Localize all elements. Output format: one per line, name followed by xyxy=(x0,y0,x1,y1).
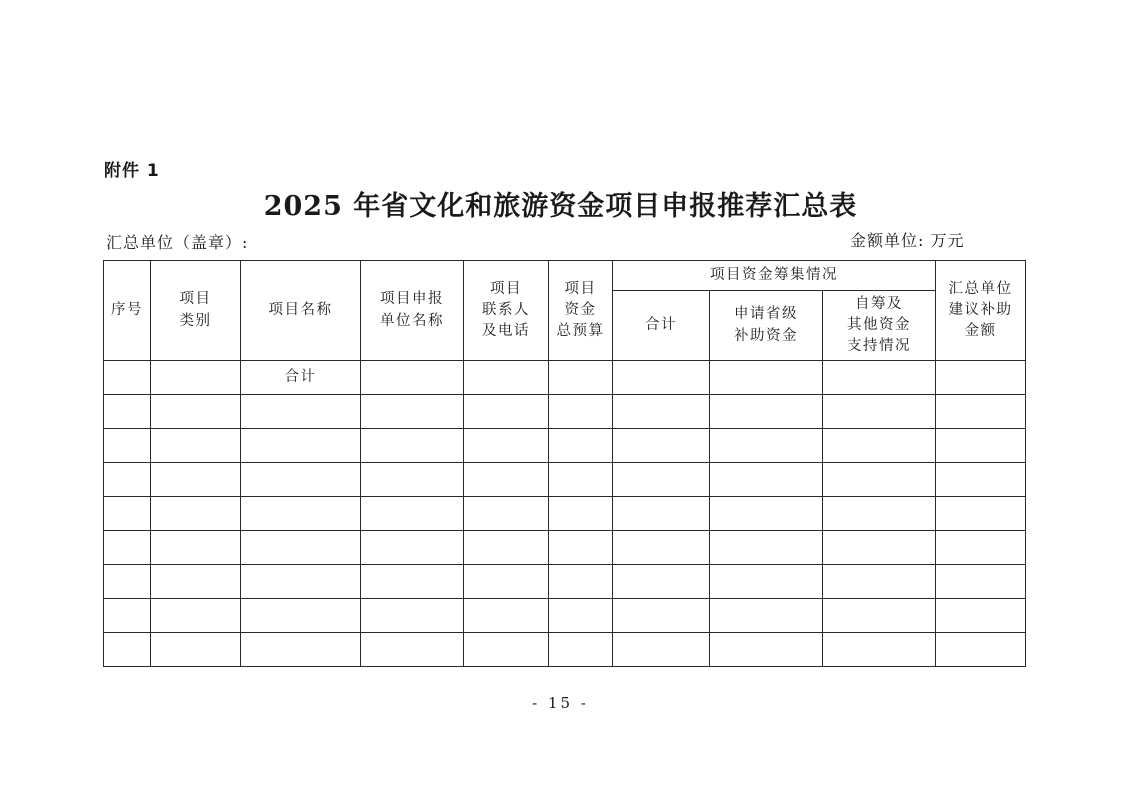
table-cell xyxy=(241,531,361,565)
table-cell xyxy=(241,497,361,531)
table-cell xyxy=(823,565,936,599)
table-cell xyxy=(549,361,613,395)
table-cell xyxy=(549,531,613,565)
table-cell xyxy=(104,497,151,531)
table-cell xyxy=(936,429,1026,463)
table-cell xyxy=(104,429,151,463)
table-cell xyxy=(464,599,549,633)
table-cell xyxy=(613,633,710,667)
table-cell xyxy=(549,429,613,463)
table-cell xyxy=(464,463,549,497)
table-cell xyxy=(549,463,613,497)
table-cell xyxy=(710,361,823,395)
table-cell xyxy=(613,429,710,463)
table-cell xyxy=(823,361,936,395)
document-title: 2025 年省文化和旅游资金项目申报推荐汇总表 xyxy=(263,191,858,222)
table-cell xyxy=(936,633,1026,667)
table-cell xyxy=(241,633,361,667)
total-row-label: 合计 xyxy=(241,361,361,395)
table-cell xyxy=(613,395,710,429)
header-contact: 项目 联系人 及电话 xyxy=(464,261,549,361)
table-cell xyxy=(710,531,823,565)
table-cell xyxy=(361,633,464,667)
table-cell xyxy=(361,497,464,531)
table-cell xyxy=(936,497,1026,531)
table-cell xyxy=(710,497,823,531)
table-cell xyxy=(710,599,823,633)
header-provincial-subsidy: 申请省级 补助资金 xyxy=(710,291,823,361)
table-row xyxy=(104,463,1026,497)
table-cell xyxy=(151,497,241,531)
table-cell xyxy=(151,395,241,429)
summary-unit-label: 汇总单位（盖章）: xyxy=(106,233,249,252)
table-cell xyxy=(104,599,151,633)
header-total-budget: 项目 资金 总预算 xyxy=(549,261,613,361)
table-cell xyxy=(241,395,361,429)
amount-unit-label: 金额单位: 万元 xyxy=(850,231,965,250)
attachment-label: 附件 1 xyxy=(104,161,160,181)
table-cell xyxy=(361,395,464,429)
table-cell xyxy=(104,633,151,667)
table-cell xyxy=(464,361,549,395)
table-cell xyxy=(241,599,361,633)
header-funding-total: 合计 xyxy=(613,291,710,361)
table-cell xyxy=(361,565,464,599)
table-row xyxy=(104,633,1026,667)
table-cell xyxy=(936,565,1026,599)
table-cell xyxy=(936,395,1026,429)
table-cell xyxy=(361,599,464,633)
table-row xyxy=(104,565,1026,599)
table-cell xyxy=(151,463,241,497)
table-cell xyxy=(823,599,936,633)
summary-table xyxy=(103,260,1026,667)
table-cell xyxy=(823,395,936,429)
table-cell xyxy=(241,463,361,497)
header-seq: 序号 xyxy=(104,261,151,361)
table-cell xyxy=(549,599,613,633)
table-cell xyxy=(710,429,823,463)
table-cell xyxy=(613,565,710,599)
table-cell xyxy=(361,531,464,565)
table-row xyxy=(104,429,1026,463)
table-cell xyxy=(151,565,241,599)
table-cell xyxy=(241,565,361,599)
table-cell xyxy=(104,361,151,395)
table-cell xyxy=(936,361,1026,395)
table-cell xyxy=(464,429,549,463)
table-cell xyxy=(710,463,823,497)
table-cell xyxy=(710,633,823,667)
table-cell xyxy=(104,531,151,565)
header-project-name: 项目名称 xyxy=(241,261,361,361)
table-cell xyxy=(241,429,361,463)
table-cell xyxy=(464,395,549,429)
table-cell xyxy=(613,463,710,497)
page-number: - 15 - xyxy=(532,694,589,712)
table-cell xyxy=(104,565,151,599)
table-cell xyxy=(361,429,464,463)
table-cell xyxy=(464,633,549,667)
table-cell xyxy=(549,395,613,429)
header-self-raised: 自筹及 其他资金 支持情况 xyxy=(823,291,936,361)
table-cell xyxy=(104,463,151,497)
header-funding-group: 项目资金筹集情况 xyxy=(613,261,936,291)
table-row-total xyxy=(104,361,1026,395)
table-cell xyxy=(823,463,936,497)
table-cell xyxy=(710,395,823,429)
table-cell xyxy=(613,599,710,633)
table-cell xyxy=(823,531,936,565)
table-cell xyxy=(710,565,823,599)
header-category: 项目 类别 xyxy=(151,261,241,361)
table-row xyxy=(104,497,1026,531)
table-cell xyxy=(464,531,549,565)
table-row xyxy=(104,395,1026,429)
table-cell xyxy=(151,599,241,633)
header-recommended-amount: 汇总单位 建议补助 金额 xyxy=(936,261,1026,361)
table-cell xyxy=(936,531,1026,565)
table-cell xyxy=(936,599,1026,633)
table-cell xyxy=(151,633,241,667)
table-cell xyxy=(823,633,936,667)
table-cell xyxy=(823,429,936,463)
table-cell xyxy=(613,361,710,395)
table-cell xyxy=(549,565,613,599)
table-cell xyxy=(464,565,549,599)
table-cell xyxy=(613,497,710,531)
table-cell xyxy=(936,463,1026,497)
table-cell xyxy=(549,633,613,667)
header-applicant-unit: 项目申报 单位名称 xyxy=(361,261,464,361)
table-cell xyxy=(549,497,613,531)
table-cell xyxy=(613,531,710,565)
table-cell xyxy=(151,531,241,565)
table-cell xyxy=(104,395,151,429)
table-row xyxy=(104,599,1026,633)
table-cell xyxy=(361,463,464,497)
table-cell xyxy=(151,361,241,395)
table-row xyxy=(104,531,1026,565)
table-cell xyxy=(151,429,241,463)
table-cell xyxy=(361,361,464,395)
table-cell xyxy=(823,497,936,531)
table-cell xyxy=(464,497,549,531)
